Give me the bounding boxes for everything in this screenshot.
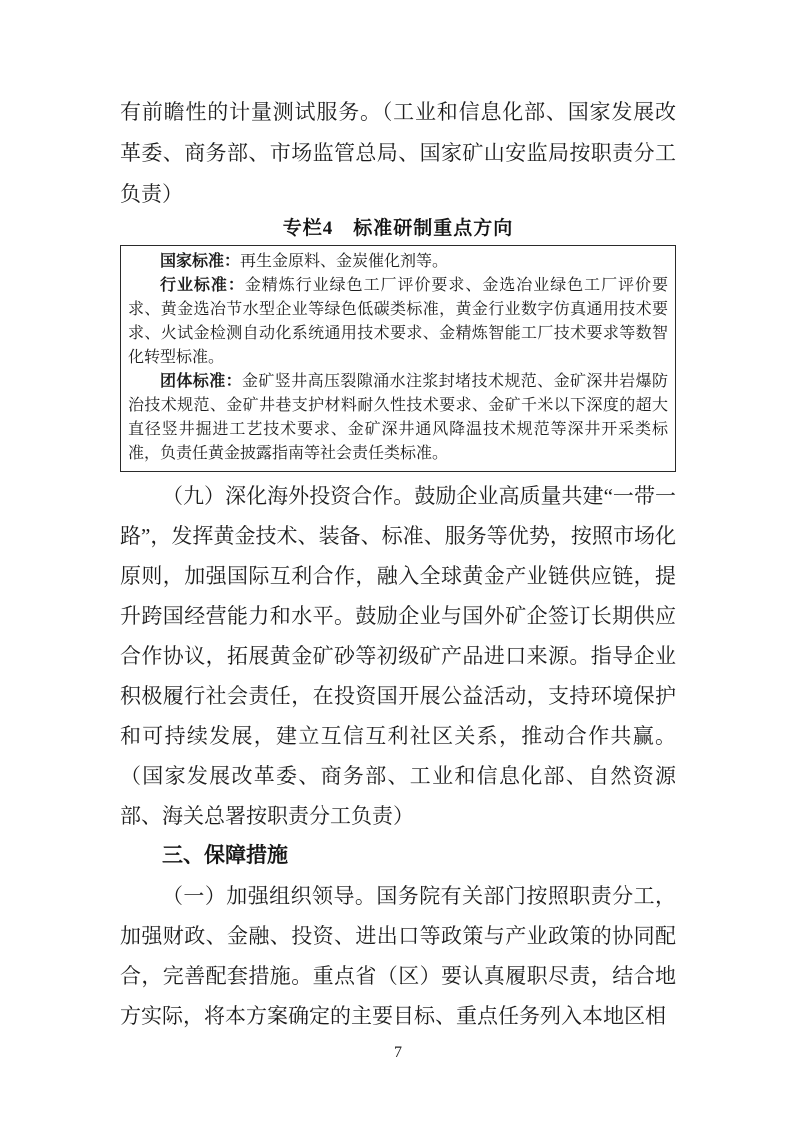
box-item-group-standards	[128, 370, 668, 466]
box-item-industry-label: 行业标准：	[160, 277, 245, 294]
box-item-national-label: 国家标准：	[160, 253, 241, 270]
box-item-industry-standards	[128, 274, 668, 370]
box-item-national-text: 再生金原料、金炭催化剂等。	[240, 253, 449, 270]
paragraph-continuation: 有前瞻性的计量测试服务。（工业和信息化部、国家发展改革委、商务部、市场监管总局、国家矿山安监局按职责分工负责）	[120, 100, 676, 206]
box-item-group-label: 团体标准：	[160, 373, 242, 390]
box-item-national-standards	[128, 250, 668, 274]
paragraph-nine-overseas-investment: （九）深化海外投资合作。鼓励企业高质量共建“一带一路”，发挥黄金技术、装备、标准、服务等优势，按照市场化原则，加强国际互利合作，融入全球黄金产业链供应链，提升跨国经营能力和水平。鼓励企业与国外矿企签订长期供应合作协议，拓展黄金矿砂等初级矿产品进口来源。指导企业积极履行社会责任，在投资国开展公益活动，支持环境保护和可持续发展，建立互信互利社区关系，推动合作共赢。（国家发展改革委、商务部、工业和信息化部、自然资源部、海关总署按职责分工负责）	[120, 484, 676, 828]
box-item-industry-text: 金精炼行业绿色工厂评价要求、金选冶业绿色工厂评价要求、黄金选冶节水型企业等绿色低碳类标准，黄金行业数字仿真通用技术要求、火试金检测自动化系统通用技术要求、金精炼智能工厂技术要求等数智化转型标准。	[128, 277, 668, 366]
paragraph-one-organizational-leadership: （一）加强组织领导。国务院有关部门按照职责分工，加强财政、金融、投资、进出口等政策与产业政策的协同配合，完善配套措施。重点省（区）要认真履职尽责，结合地方实际，将本方案确定的主要目标、重点任务列入本地区相	[120, 884, 676, 1028]
section-heading-safeguard-measures: 三、保障措施	[162, 844, 288, 867]
box-title: 专栏4 标准研制重点方向	[282, 218, 514, 239]
page-number: 7	[394, 1044, 402, 1061]
box-item-group-text: 金矿竖井高压裂隙涌水注浆封堵技术规范、金矿深井岩爆防治技术规范、金矿井巷支护材料耐久性技术要求、金矿千米以下深度的超大直径竖井掘进工艺技术要求、金矿深井通风降温技术规范等深井开采类标准，负责任黄金披露指南等社会责任类标准。	[128, 373, 668, 462]
standards-box	[120, 245, 676, 472]
